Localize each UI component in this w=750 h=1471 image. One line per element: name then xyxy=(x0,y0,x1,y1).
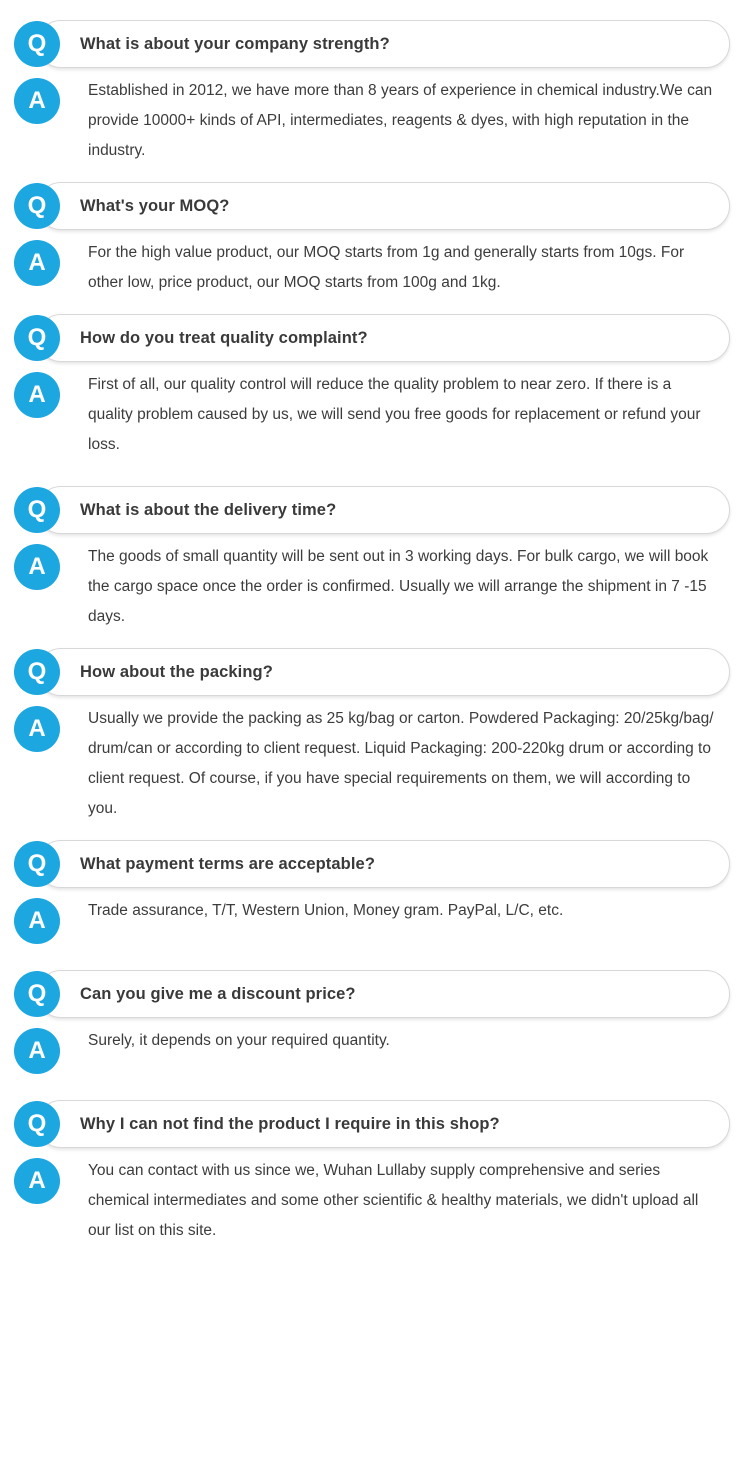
faq-answer-row xyxy=(14,76,730,166)
question-badge-icon: Q xyxy=(14,1101,60,1147)
question-pill xyxy=(37,840,730,888)
faq-question-row xyxy=(14,180,730,232)
faq-answer-text: Usually we provide the packing as 25 kg/bag or carton. Powdered Packaging: 20/25kg/bag/ drum/can or according to client request. Liquid Packaging: 200-220kg drum or according to client request. Of course, if you have special requirements on them, we will according to you. xyxy=(88,710,714,817)
faq-question-row xyxy=(14,18,730,70)
faq-answer-text: Trade assurance, T/T, Western Union, Money gram. PayPal, L/C, etc. xyxy=(88,902,564,919)
faq-item xyxy=(14,646,730,824)
faq-question-text: What's your MOQ? xyxy=(80,196,230,215)
faq-question-text: How do you treat quality complaint? xyxy=(80,328,368,347)
faq-question-row xyxy=(14,312,730,364)
question-pill xyxy=(37,648,730,696)
question-pill xyxy=(37,486,730,534)
question-pill xyxy=(37,182,730,230)
spacer xyxy=(14,474,730,484)
faq-question-row xyxy=(14,838,730,890)
faq-question-text: How about the packing? xyxy=(80,662,273,681)
question-badge-icon: Q xyxy=(14,315,60,361)
faq-question-row xyxy=(14,484,730,536)
answer-badge-icon: A xyxy=(14,240,60,286)
answer-badge-icon: A xyxy=(14,1028,60,1074)
answer-badge-icon: A xyxy=(14,898,60,944)
faq-question-row xyxy=(14,646,730,698)
question-badge-icon: Q xyxy=(14,183,60,229)
question-pill xyxy=(37,1100,730,1148)
answer-badge-icon: A xyxy=(14,706,60,752)
faq-item xyxy=(14,312,730,460)
faq-question-text: What is about the delivery time? xyxy=(80,500,337,519)
answer-badge-icon: A xyxy=(14,1158,60,1204)
faq-answer-text: Surely, it depends on your required quantity. xyxy=(88,1032,390,1049)
faq-answer-row xyxy=(14,238,730,298)
spacer xyxy=(14,958,730,968)
question-pill xyxy=(37,20,730,68)
answer-badge-icon: A xyxy=(14,372,60,418)
faq-question-text: What is about your company strength? xyxy=(80,34,390,53)
faq-answer-text: The goods of small quantity will be sent out in 3 working days. For bulk cargo, we will book the cargo space once the order is confirmed. Usually we will arrange the shipment in 7 -15 days. xyxy=(88,548,709,625)
faq-item xyxy=(14,838,730,944)
faq-question-row xyxy=(14,968,730,1020)
faq-answer-row xyxy=(14,704,730,824)
question-badge-icon: Q xyxy=(14,21,60,67)
faq-answer-row xyxy=(14,1156,730,1246)
faq-answer-row xyxy=(14,1026,730,1074)
faq-question-row xyxy=(14,1098,730,1150)
question-badge-icon: Q xyxy=(14,971,60,1017)
spacer xyxy=(14,1088,730,1098)
faq-answer-text: First of all, our quality control will reduce the quality problem to near zero. If there is a quality problem caused by us, we will send you free goods for replacement or refund your loss. xyxy=(88,376,701,453)
faq-question-text: What payment terms are acceptable? xyxy=(80,854,376,873)
faq-item xyxy=(14,484,730,632)
faq-answer-text: You can contact with us since we, Wuhan Lullaby supply comprehensive and series chemical intermediates and some other scientific & healthy materials, we didn't upload all our list on this site. xyxy=(88,1162,699,1239)
faq-question-text: Can you give me a discount price? xyxy=(80,984,356,1003)
answer-badge-icon: A xyxy=(14,78,60,124)
faq-item xyxy=(14,1098,730,1246)
faq-answer-row xyxy=(14,542,730,632)
answer-badge-icon: A xyxy=(14,544,60,590)
faq-item xyxy=(14,180,730,298)
question-pill xyxy=(37,970,730,1018)
question-pill xyxy=(37,314,730,362)
question-badge-icon: Q xyxy=(14,487,60,533)
faq-question-text: Why I can not find the product I require in this shop? xyxy=(80,1114,500,1133)
question-badge-icon: Q xyxy=(14,841,60,887)
faq-item xyxy=(14,968,730,1074)
faq-answer-text: Established in 2012, we have more than 8 years of experience in chemical industry.We can provide 10000+ kinds of API, intermediates, reagents & dyes, with high reputation in the industry. xyxy=(88,82,713,159)
faq-item xyxy=(14,18,730,166)
faq-answer-text: For the high value product, our MOQ starts from 1g and generally starts from 10gs. For other low, price product, our MOQ starts from 100g and 1kg. xyxy=(88,244,685,291)
question-badge-icon: Q xyxy=(14,649,60,695)
faq-answer-row xyxy=(14,896,730,944)
faq-answer-row xyxy=(14,370,730,460)
